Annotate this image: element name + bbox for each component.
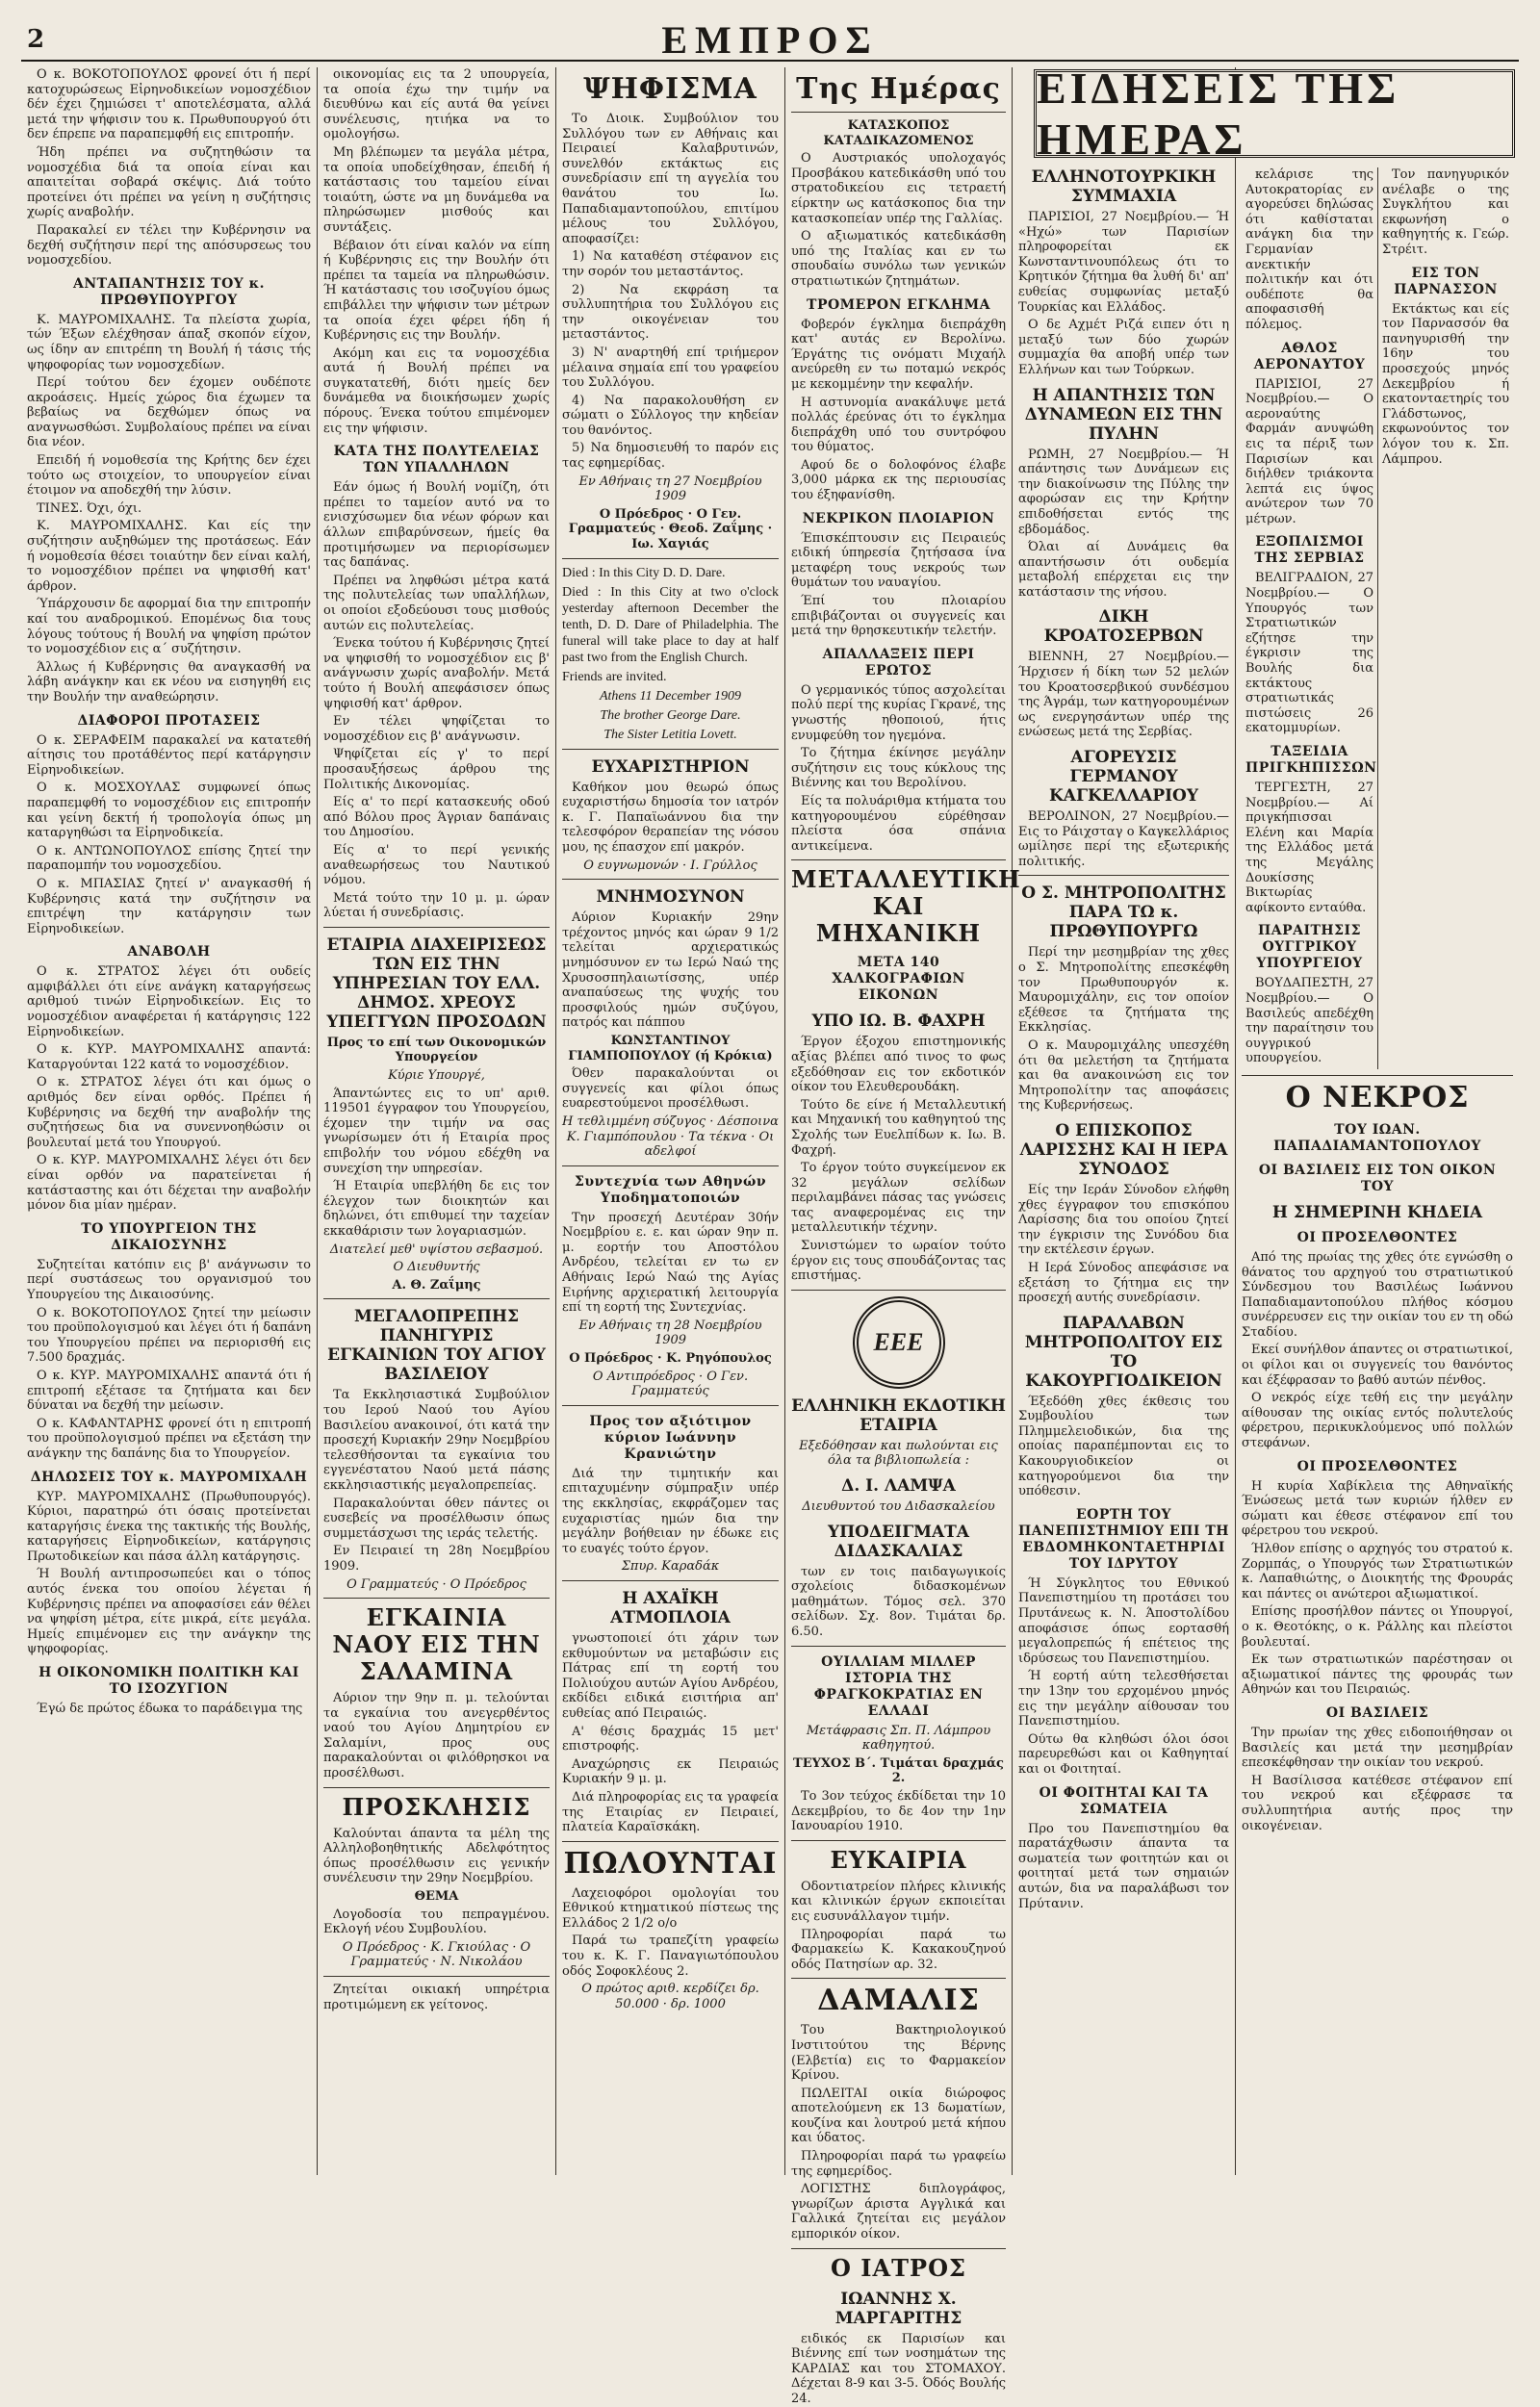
column-5 [1013, 67, 1236, 2175]
paragraph: Κ. ΜΑΥΡΟΜΙΧΑΛΗΣ. Και είς την συζήτησιν αυξηθώμεν της προτάσεως. Εάν ή νομοθεσία θέσει τοιαύτην δεν είναι καλή, το νομοσχέδιον πρέπει να ψηφισθή κατ' άρθρον. [27, 519, 311, 594]
iatros-name: ΙΩΑΝΝΗΣ Χ. ΜΑΡΓΑΡΙΤΗΣ [834, 2289, 962, 2328]
heading-serbias: ΕΞΟΠΛΙΣΜΟΙ ΤΗΣ ΣΕΡΒΙΑΣ [1254, 534, 1365, 567]
newspaper-title: ΕΜΠΡΟΣ [661, 18, 879, 62]
paragraph: Ψηφίζεται είς γ' το περί προσαυξήσεως άρθρου της Πολιτικής Δικονομίας. [323, 747, 550, 792]
divider [791, 859, 1006, 860]
paragraph: ΚΩΝΣΤΑΝΤΙΝΟΥ ΓΙΑΜΠΟΠΟΥΛΟΥ (ή Κρόκια) [568, 1033, 773, 1063]
divider [562, 1580, 779, 1581]
signature: Ο ευγνωμονών · Ι. Γρύλλος [583, 858, 757, 873]
paragraph: γνωστοποιεί ότι χάριν των εκθυμούντων να μεταβώσιν εις Πάτρας επί τη εορτή του Πολιούχου αυτών Αγίου Ανδρέου, εκδίδει ειδικά εισιτήρια απ' ευθείας από Πειραιώς. [562, 1630, 779, 1721]
paragraph: ΠΑΡΙΣΙΟΙ, 27 Νοεμβρίου.— Ή «Ηχώ» των Παρισίων πληροφορείται εκ Κωνσταντινουπόλεως ότι το Κρητικόν ζήτημα θα λυθή δι' απ' ευθείας συμφωνίας μεταξύ Τουρκίας και Ελλάδος. [1018, 210, 1229, 315]
divider [791, 1290, 1006, 1291]
paragraph: Η κυρία Χαβίκλεια της Αθηναϊκής Ένώσεως μετά των κυριών ήλθεν εν σώματι και έθεσε στέφανον επί του φέρετρου του νεκρού. [1242, 1478, 1513, 1539]
paragraph: ΒΕΡΟΛΙΝΟΝ, 27 Νοεμβρίου.— Εις το Ράιχσταγ ο Καγκελλάριος ωμίλησε περί της εξωτερικής πολιτικής. [1018, 809, 1229, 869]
paragraph: Ακόμη και εις τα νομοσχέδια αυτά ή Βουλή πρέπει να συγκατατεθή, διότι ημείς δεν δυνάμεθα να διοικήσωμεν χωρίς πόρους. Ένεκα τούτου επιμένομεν εις την ψήφισιν. [323, 346, 550, 436]
signature: Ο Γραμματεύς · Ο Πρόεδρος [346, 1576, 526, 1592]
paragraph: Την προσεχή Δευτέραν 30ήν Νοεμβρίου ε. ε. και ώραν 9ην π. μ. εορτήν του Αποστόλου Ανδρέου, τελείται εν τω εν Αθήναις Ιερώ Ναώ της Αγίας Ειρήνης αρχιερατική λειτουργία επί τη εορτή της Συντεχνίας. [562, 1210, 779, 1316]
column-1 [21, 67, 318, 2175]
paragraph: Παρακαλούνται όθεν πάντες οι ευσεβείς να προσέλθωσιν όπως συμμετάσχωσι της ιεράς τελετής. [323, 1496, 550, 1541]
paragraph: Ύπάρχουσιν δε αφορμαί δια την επιτροπήν καί του αναδρομικού. Επομένως δια τους λόγους τούτους ή Βουλή να ψηφίση πρώτον το νομοσχέδιον εις α΄ συζήτησιν. [27, 597, 311, 657]
heading-egkainia: ΕΓΚΑΙΝΙΑ ΝΑΟΥ ΕΙΣ ΤΗΝ ΣΑΛΑΜΙΝΑ [332, 1603, 541, 1686]
heading-taxidia: ΤΑΞΕΙΔΙΑ ΠΡΙΓΚΗΠΙΣΣΩΝ [1245, 744, 1377, 776]
masthead [21, 13, 1519, 62]
column-2 [318, 67, 556, 2175]
paragraph: Α' θέσις δραχμάς 15 μετ' επιστροφής. [562, 1724, 779, 1754]
paragraph: Η αστυνομία ανακάλυψε μετά πολλάς έρεύνας ότι το έγκλημα διεπράχθη υπό του συντρόφου του θύματος. [791, 395, 1006, 455]
paragraph: Το 3ον τεύχος έκδίδεται την 10 Δεκεμβρίου, το δε 4ον την 1ην Ιανουαρίου 1910. [791, 1788, 1006, 1834]
divider [791, 112, 1006, 113]
paragraph: 3) Ν' αναρτηθή επί τριήμερον μέλαινα σημαία επί του γραφείου του Συλλόγου. [562, 345, 779, 391]
heading-nekros: Ο ΝΕΚΡΟΣ [1285, 1080, 1470, 1114]
paragraph: Ο κ. ΚΑΦΑΝΤΑΡΗΣ φρονεί ότι η επιτροπή του προϋπολογισμού πρέπει να εξετάση την ανάγκην της δαπάνης δια το Υπουργείον. [27, 1416, 311, 1461]
paragraph: Άλλως ή Κυβέρνησις θα αναγκασθή να λάβη ανάγκην και εκ νέου να εισηγηθή εις την Βουλήν την αναθεώρησιν. [27, 659, 311, 704]
paragraph: Έπί του πλοιαρίου επιβιβάζονται οι συγγενείς και μετά την θρησκευτικήν τελετήν. [791, 594, 1006, 639]
heading-antapantisis: ΑΝΤΑΠΑΝΤΗΣΙΣ ΤΟΥ κ. ΠΡΩΘΥΠΟΥΡΓΟΥ [72, 275, 266, 308]
paragraph: ΒΕΛΙΓΡΑΔΙΟΝ, 27 Νοεμβρίου.— Ο Υπουργός των Στρατιωτικών εζήτησε την έγκρισιν της Βουλής δια εκτάκτους στρατιωτικάς πιστώσεις 26 εκατομμυρίων. [1245, 571, 1373, 736]
paragraph: 1) Να καταθέση στέφανον εις την σορόν του μεταστάντος. [562, 249, 779, 279]
heading-proselthontes: ΟΙ ΠΡΟΣΕΛΘΟΝΤΕΣ [1296, 1229, 1458, 1245]
english-notice: Died : In this City D. D. Dare. [562, 565, 726, 580]
paragraph: ΡΩΜΗ, 27 Νοεμβρίου.— Ή απάντησις των Δυνάμεων εις την διακοίνωσιν της Πύλης την αφορώσαν εις την Κρήτην επιδοθήσεται εντός της εβδομάδος. [1018, 447, 1229, 537]
paragraph: 4) Να παρακολουθήση εν σώματι ο Σύλλογος την κηδείαν του θανόντος. [562, 393, 779, 438]
paragraph: Συνιστώμεν το ωραίον τούτο έργον εις τους σπουδάζοντας τας επιστήμας. [791, 1239, 1006, 1284]
divider [323, 1298, 550, 1299]
english-notice: Friends are invited. [562, 669, 667, 684]
heading-paraitisis: ΠΑΡΑΙΤΗΣΙΣ ΟΥΓΓΡΙΚΟΥ ΥΠΟΥΡΓΕΙΟΥ [1256, 923, 1363, 972]
paragraph: Ο κ. ΒΟΚΟΤΟΠΟΥΛΟΣ ζητεί την μείωσιν του προϋπολογισμού και λέγει ότι ή δαπάνη του Υπουργείου πρέπει να περιορισθή εις 7.500 δραχμάς. [27, 1305, 311, 1366]
paragraph: Ο κ. ΣΤΡΑΤΟΣ λέγει ότι ουδείς αμφιβάλλει ότι είνε ανάγκη καταργήσεως αριθμού τινών Εἰρηνοδικείων. Εις το νομοσχέδιον αναφέρεται ή κατάργησις 122 Εἰρηνοδικείων. [27, 964, 311, 1039]
signature: Ο Αντιπρόεδρος · Ο Γεν. Γραμματεύς [592, 1369, 749, 1399]
divider [791, 1978, 1006, 1979]
paragraph: Ο κ. ΑΝΤΩΝΟΠΟΥΛΟΣ επίσης ζητεί την παραπομπήν του νομοσχεδίου. [27, 843, 311, 874]
paragraph: Ήλθον επίσης ο αρχηγός του στρατού κ. Ζορμπάς, ο Υπουργός των Στρατιωτικών κ. Λαπαθιώτης, ο Διοικητής της Φρουράς και πάντες οι ανώτεροι αξιωματικοί. [1242, 1542, 1513, 1601]
paragraph: Προ του Πανεπιστημίου θα παρατάχθωσιν άπαντα τα σωματεία των φοιτητών και οι φοιτηταί μετά των σημαιών αυτών, δια να παραλάβωσι τον Πρύτανιν. [1018, 1821, 1229, 1911]
paragraph: Οδοντιατρείον πλήρες κλινικής και κλινικών έργων εκποιείται εις ευσυνάλλαγον τιμήν. [791, 1879, 1006, 1924]
divider [323, 1976, 550, 1977]
paragraph: Τούτο δε είνε ή Μεταλλευτική και Μηχανική του καθηγητού της Σχολής των Ευελπίδων κ. Ιω. Β. Φαχρή. [791, 1097, 1006, 1158]
divider [562, 1405, 779, 1406]
paragraph: Επειδή ή νομοθεσία της Κρήτης δεν έχει τούτο ως στοιχείον, το υπουργείον είναι έτοιμον να αποδεχθή την λύσιν. [27, 453, 311, 499]
paragraph: Περί την μεσημβρίαν της χθες ο Σ. Μητροπολίτης επεσκέφθη τον Πρωθυπουργόν κ. Μαυρομιχάλην, εις τον οποίον εξέθεσε τα ζητήματα της Εκκλησίας. [1018, 945, 1229, 1036]
paragraph: Ούτω θα κληθώσι όλοι όσοι παρευρεθώσι και οι Καθηγηταί και οι Φοιτηταί. [1018, 1731, 1229, 1777]
page-number: 2 [27, 25, 45, 54]
paragraph: Ο κ. Μαυρομιχάλης υπεσχέθη ότι θα μελετήση τα ζητήματα και θα ανακοινώση εις τον Μητροπολίτην τας αποφάσεις της Κυβερνήσεως. [1018, 1037, 1229, 1114]
divider [323, 927, 550, 928]
heading-kroatoserbon: ΔΙΚΗ ΚΡΟΑΤΟΣΕΡΒΩΝ [1043, 607, 1204, 647]
heading-eorti: ΕΟΡΤΗ ΤΟΥ ΠΑΝΕΠΙΣΤΗΜΙΟΥ ΕΠΙ ΤΗ ΕΒΔΟΜΗΚΟΝΤΑΕΤΗΡΙΔΙ ΤΟΥ ΙΔΡΥΤΟΥ [1018, 1506, 1229, 1572]
paragraph: Ο Αυστριακός υπολοχαγός Προσβάκου κατεδικάσθη υπό του στρατοδικείου εις τετραετή είρκτην ως κατάσκοπος δια την κατασκοπείαν υπέρ της Γαλλίας. [791, 151, 1006, 226]
etaireia-to: Προς το επί των Οικονομικών Υπουργείον [326, 1035, 547, 1065]
paragraph: Τα Εκκλησιαστικά Συμβούλιον του Ιερού Ναού του Αγίου Βασιλείου ανακοινοί, ότι κατά την προσεχή Κυριακήν 29ην Νοεμβρίου τελεσθήσονται τα εγκαίνια του εγγενέστατου Ναού μετά πάσης εκκλησιαστικής μεγαλοπρεπείας. [323, 1388, 550, 1493]
paragraph: Ή Εταιρία υπεβλήθη δε εις τον έλεγχον των διοικητών και δηλώνει, ότι επιθυμεί την ταχείαν εκκαθάρισιν των λογαριασμών. [323, 1179, 550, 1239]
heading-eglima: ΤΡΟΜΕΡΟΝ ΕΓΚΛΗΜΑ [807, 296, 990, 313]
paragraph: Εν Αθήναις τη 27 Νοεμβρίου 1909 [578, 474, 762, 504]
heading-parnasson: ΕΙΣ ΤΟΝ ΠΑΡΝΑΣΣΟΝ [1394, 265, 1498, 297]
paragraph: Έξεδόθη χθες έκθεσις του Συμβουλίου των Πλημμελειοδικών, δια της οποίας παραπέμπονται εις το Κακουργιοδικείον οι κατηγορούμενοι δια την υπόθεσιν. [1018, 1394, 1229, 1499]
english-notice: The brother George Dare. [600, 707, 741, 723]
paragraph: Αναχώρησις εκ Πειραιώς Κυριακήν 9 μ. μ. [562, 1756, 779, 1787]
paragraph: των εν τοις παιδαγωγικοίς σχολείοις διδασκομένων μαθημάτων. Τόμος σελ. 370 σελίδων. Σχ. 8ον. Τιμάται δρ. 6.50. [791, 1564, 1006, 1639]
paragraph: Ή Σύγκλητος του Εθνικού Πανεπιστημίου τη προτάσει του Πρυτάνεως κ. Ν. Άποστολίδου αποφάσισε όπως εορτασθή μεγαλοπρεπώς ή επέτειος της ιδρύσεως του Πανεπιστημίου. [1018, 1575, 1229, 1666]
heading-eykairia: ΕΥΚΑΙΡΙΑ [830, 1845, 967, 1874]
paragraph: Είς α' το περί κατασκευής οδού από Βόλου προς Άγριαν δαπάναις του Δημοσίου. [323, 795, 550, 840]
paragraph: Εν τέλει ψηφίζεται το νομοσχέδιον εις β' ανάγνωσιν. [323, 714, 550, 744]
heading-diafoloi: ΔΙΑΦΟΡΟΙ ΠΡΟΤΑΣΕΙΣ [77, 712, 261, 729]
paragraph: Έπισκέπτουσιν εις Πειραιεύς ειδική ύπηρεσία ζητήσασα ίνα μεταφέρη τους νεκρούς των θυμάτων του ναυαγίου. [791, 530, 1006, 591]
paragraph: Εν Αθήναις τη 28 Νοεμβρίου 1909 [578, 1318, 762, 1348]
prosklisis-thema: ΘΕΜΑ [414, 1889, 459, 1905]
paragraph: Έργον έξοχου επιστημονικής αξίας βλέπει από τινος το φως εξεδόθησαν εις τον εκδοτικόν οίκον του Ελευθερουδάκη. [791, 1035, 1006, 1095]
heading-proselthontes-2: ΟΙ ΠΡΟΣΕΛΘΟΝΤΕΣ [1296, 1458, 1458, 1474]
paragraph: Έγώ δε πρώτος έδωκα το παράδειγμα της [37, 1702, 303, 1717]
paragraph: Ο κ. ΒΟΚΟΤΟΠΟΥΛΟΣ φρονεί ότι ή περί κατοχυρώσεως Εἰρηνοδικείων νομοσχέδιον δέν έχει ζημιώσει τ' αποτελέσματα, αλλά μετά την ψήφισιν του κ. Πρωθυπουργού ότι δεν έπρεπε να παραπεμφθή εις επιτροπήν. [27, 67, 311, 142]
heading-atmoploia: Η ΑΧΑΪΚΗ ΑΤΜΟΠΛΟΙΑ [610, 1588, 731, 1627]
paragraph: Αφού δε ο δολοφόνος έλαβε 3,000 μάρκα εκ της περιουσίας του έξηφανίσθη. [791, 457, 1006, 503]
paragraph: Ο κ. ΚΥΡ. ΜΑΥΡΟΜΙΧΑΛΗΣ λέγει ότι δεν είναι ορθόν να παρατείνεται ή κατάσταστης και ότι δέχεται την αναβολήν μόνον δια μίαν ημέραν. [27, 1153, 311, 1214]
paragraph: Του Βακτηριολογικού Ινστιτούτου της Βέρνης (Ελβετία) εις το Φαρμακείον Κρίνου. [791, 2023, 1006, 2084]
paragraph: Επίσης προσήλθον πάντες οι Υπουργοί, ο κ. Θεοτόκης, ο κ. Ράλλης και πλείστοι βουλευταί. [1242, 1604, 1513, 1650]
paragraph: Ο κ. ΚΥΡ. ΜΑΥΡΟΜΙΧΑΛΗΣ απαντά ότι ή επιτροπή εξέτασε τα ζητήματα και δεν δύναται να δεχθή την μείωσιν. [27, 1368, 311, 1414]
paragraph: Περί τούτου δεν έχομεν ουδέποτε ακροάσεις. Ημείς χώρος δια έχωμεν τα βεβαίως να δεχθώμεν όπως να αναγνωσθώσι. Συμβολαίους πρέπει να είναι δια νέον. [27, 375, 311, 450]
paragraph: Όθεν παρακαλούνται οι συγγενείς και φίλοι όπως ευαρεστούμενοι προσέλθωσι. [562, 1066, 779, 1112]
signature: Σπυρ. Καραδάκ [621, 1559, 720, 1575]
divider [791, 2248, 1006, 2249]
paragraph: Από της πρωίας της χθες ότε εγνώσθη ο θάνατος του αρχηγού του στρατιωτικού Σύνδεσμου του Βασιλέως Ιωάννου Παπαδιαμαντοπούλου πλήθος κόσμου συνέρρευσεν εις την οικίαν του εν τη οδώ Σταδίου. [1242, 1249, 1513, 1340]
paragraph: ΤΕΡΓΕΣΤΗ, 27 Νοεμβρίου.— Αί πριγκήπισσαι Ελένη και Μαρία της Ελλάδος μετά της Μεγάλης Δουκίσσης Βικτωρίας αφίκοντο ενταύθα. [1245, 781, 1373, 915]
paragraph: ΒΙΕΝΝΗ, 27 Νοεμβρίου.— Ήρχισεν ή δίκη των 52 μελών του Κροατοσερβικού συνδέσμου της Άγράμ, των κατηγορουμένων ως ενεργησάντων υπέρ της ενώσεως μετά της Σερβίας. [1018, 650, 1229, 740]
metalleytiki-subtitle: ΜΕΤΑ 140 ΧΑΛΚΟΓΡΑΦΙΩΝ ΕΙΚΟΝΩΝ [832, 955, 965, 1004]
paragraph: Είς α' το περί γενικής αναθεωρήσεως του Ναυτικού νόμου. [323, 842, 550, 888]
paragraph: 2) Να εκφράση τα συλλυπητήρια του Συλλόγου εις την οικογένειαν του μεταστάντος. [562, 282, 779, 343]
paragraph: ΚΥΡ. ΜΑΥΡΟΜΙΧΑΛΗΣ (Πρωθυπουργός). Κύριοι, παρατηρώ ότι όσαις προτείνεται καταργήσις ένεκα της τακτικής τής Βουλής, καταργήσεις Εἰρηνοδικείων, κατάργησις Πρωτοδικείων και πάσα άλλη κατάργησις. [27, 1489, 311, 1564]
paragraph: Καλούνται άπαντα τα μέλη της Αλληλοβοηθητικής Αδελφότητος όπως προσέλθωσιν εις γενικήν συνέλευσιν την 29ην Νοεμβρίου. [323, 1826, 550, 1886]
column-6-inner [1242, 167, 1513, 1069]
paragraph: Το Διοικ. Συμβούλιον του Συλλόγου των εν Αθήναις και Πειραιεί Καλαβρυτινών, συνελθόν εκτάκτως εις συνεδρίασιν επί τη αγγελία του θανάτου του Ιω. Παπαδιαμαντοπούλου, επιτίμου μέλους του Συλλόγου, αποφασίζει: [562, 112, 779, 246]
heading-symmaxia: ΕΛΛΗΝΟΤΟΥΡΚΙΚΗ ΣΥΜΜΑΧΙΑ [1031, 167, 1217, 206]
divider [1018, 875, 1229, 876]
heading-eyxaristirion: ΕΥΧΑΡΙΣΤΗΡΙΟΝ [591, 756, 750, 777]
heading-istoria: ΟΥΙΛΛΙΑΜ ΜΙΛΛΕΡ ΙΣΤΟΡΙΑ ΤΗΣ ΦΡΑΓΚΟΚΡΑΤΙΑΣ ΕΝ ΕΛΛΑΔΙ [813, 1653, 984, 1719]
paragraph: Ο κ. ΣΤΡΑΤΟΣ λέγει ότι και όμως ο αριθμός δεν είναι ορθός. Πρέπει ή Κυβέρνησις να δεχθή την αναβολήν της συζητήσεως δια να συνεννοηθώσιν οι βουλευταί μετά του Υπουργού. [27, 1075, 311, 1150]
paragraph: Μη βλέπωμεν τα μεγάλα μέτρα, τα οποία υποδείχθησαν, έπειδή ή κατάστασις του ταμείου είναι τοιαύτη, ώστε να μη δυνάμεθα να πληρώσωμεν μισθούς και συντάξεις. [323, 144, 550, 235]
divider [562, 1165, 779, 1166]
metalleytiki-author: ΥΠΟ ΙΩ. Β. ΦΑΧΡΗ [811, 1011, 986, 1032]
paragraph: ΤΕΥΧΟΣ Β΄. Τιμάται δραχμάς 2. [793, 1755, 1004, 1786]
signature: Ο Πρόεδρος · Κ. Ρηγόπουλος [569, 1351, 772, 1367]
divider [1242, 1075, 1513, 1076]
divider [562, 558, 779, 559]
paragraph: Ή εορτή αύτη τελεσθήσεται την 13ην του ερχομένου μηνός εις την μεγάλην αίθουσαν του Πανεπιστημίου. [1018, 1669, 1229, 1729]
paragraph: Το ζήτημα έκίνησε μεγάλην συζήτησιν εις τους κύκλους της Βιέννης και του Βερολίνου. [791, 746, 1006, 791]
paragraph: Τον πανηγυρικόν ανέλαβε ο της Συγκλήτου και εκφωνήση ο καθηγητής κ. Γεώρ. Στρέιτ. [1382, 167, 1509, 257]
divider [562, 749, 779, 750]
paragraph: 5) Να δημοσιευθή το παρόν εις τας εφημερίδας. [562, 441, 779, 472]
heading-ypourgeio: ΤΟ ΥΠΟΥΡΓΕΙΟΝ ΤΗΣ ΔΙΚΑΙΟΣΥΝΗΣ [81, 1220, 257, 1253]
paragraph: Ο δε Αχμέτ Ριζά ειπεν ότι η μεταξύ των δύο χωρών συμμαχία θα αποβή υπέρ των Ελλήνων και των Τούρκων. [1018, 318, 1229, 377]
paragraph: Εν Πειραιεί τη 28η Νοεμβρίου 1909. [323, 1544, 550, 1574]
paragraph: Ο κ. ΜΟΣΧΟΥΛΑΣ συμφωνεί όπως παραπεμφθή το νομοσχέδιον εις επιτροπήν και γείνη δεκτή ή τροπολογία όπως μη καταργηθώσι τα Εἰρηνοδικεία. [27, 781, 311, 841]
heading-ypodeigmata: ΥΠΟΔΕΙΓΜΑΤΑ ΔΙΔΑΣΚΑΛΙΑΣ [827, 1522, 969, 1561]
heading-eea: ΕΛΛΗΝΙΚΗ ΕΚΔΟΤΙΚΗ ΕΤΑΙΡΙΑ [791, 1396, 1006, 1435]
heading-foitites: ΟΙ ΦΟΙΤΗΤΑΙ ΚΑΙ ΤΑ ΣΩΜΑΤΕΙΑ [1039, 1784, 1209, 1817]
divider [562, 1841, 779, 1842]
column-6-right [1377, 167, 1513, 1069]
heading-dilosis: ΔΗΛΩΣΕΙΣ ΤΟΥ κ. ΜΑΥΡΟΜΙΧΑΛΗ [30, 1469, 308, 1485]
paragraph: Ο κ. ΜΠΑΣΙΑΣ ζητεί ν' αναγκασθή ή Κυβέρνησις κατά την συζήτησιν να επιτρέψη την κατάργησιν των Εἰρηνοδικείων. [27, 876, 311, 936]
signature: Ο Πρόεδρος · Κ. Γκιούλας · Ο Γραμματεύς · Ν. Νικολάου [342, 1939, 531, 1970]
heading-etaireia: ΕΤΑΙΡΙΑ ΔΙΑΧΕΙΡΙΣΕΩΣ ΤΩΝ ΕΙΣ ΤΗΝ ΥΠΗΡΕΣΙΑΝ ΤΟΥ ΕΛΛ. ΔΗΜΟΣ. ΧΡΕΟΥΣ ΥΠΕΓΓΥΩΝ ΠΡΟΣΟΔΩΝ [326, 935, 547, 1032]
divider [791, 1840, 1006, 1841]
eea-author: Δ. Ι. ΛΑΜΨΑ [841, 1476, 956, 1497]
column-4 [785, 67, 1021, 2406]
paragraph: Διά την τιμητικήν και επιταχυμένην σύμπραξιν υπέρ της εκκλησίας, εκφράζομεν τας ευχαριστίας ημών δια την μεγάλην βοήθειαν ην έδωκε εις το ευαγές τούτο έργον. [562, 1466, 779, 1556]
heading-eroti: ΑΠΑΛΛΑΞΕΙΣ ΠΕΡΙ ΕΡΩΤΟΣ [822, 646, 975, 679]
eea-author-subtitle: Διευθυντού του Διδασκαλείου [802, 1499, 995, 1515]
heading-anavoli: ΑΝΑΒΟΛΗ [127, 944, 211, 960]
paragraph: ΠΑΡΙΣΙΟΙ, 27 Νοεμβρίου.— Ο αεροναύτης Φαρμάν ανυψώθη εις τα πέριξ των Παρισίων και διήλθεν τριάκοντα λεπτά εις ύψος ανώτερον των 70 μέτρων. [1245, 376, 1373, 526]
signature: Η τεθλιμμένη σύζυγος · Δέσποινα Κ. Γιαμπόπουλου · Τα τέκνα · Οι αδελφοί [562, 1114, 779, 1160]
heading-apantisis: Η ΑΠΑΝΤΗΣΙΣ ΤΩΝ ΔΥΝΑΜΕΩΝ ΕΙΣ ΤΗΝ ΠΥΛΗΝ [1024, 385, 1223, 444]
paragraph: Εκτάκτως και είς τον Παρνασσόν θα πανηγυρισθή την 16ην του προσεχούς μηνός Δεκεμβρίου ή εκατονταετηρίς του Γλάδστωνος, εκφωνούντος τον λόγον του κ. Σπ. Λάμπρου. [1382, 301, 1509, 467]
divider [323, 1787, 550, 1788]
heading-pros-ton: Προς τον αξιότιμον κύριον Ιωάννην Κρανιώτην [589, 1413, 752, 1462]
nekros-subtitle: ΤΟΥ ΙΩΑΝ. ΠΑΠΑΔΙΑΜΑΝΤΟΠΟΥΛΟΥ [1273, 1121, 1481, 1154]
heading-paralabi: ΠΑΡΑΛΑΒΩΝ ΜΗΤΡΟΠΟΛΙΤΟΥ ΕΙΣ ΤΟ ΚΑΚΟΥΡΓΙΟΔΙΚΕΙΟΝ [1024, 1313, 1223, 1391]
paragraph: Άπαντώντες εις το υπ' αριθ. 119501 έγγραφον του Υπουργείου, έχομεν την τιμήν να σας γνωρίσωμεν ότι ή Εταιρία προς επιβολήν του νόμου εδέχθη να συνεχίση την υπηρεσίαν. [323, 1086, 550, 1176]
paragraph: Εξεδόθησαν και πωλούνται εις όλα τα βιβλιοπωλεία : [799, 1438, 998, 1469]
paragraph: Κ. ΜΑΥΡΟΜΙΧΑΛΗΣ. Τα πλείστα χωρία, τών Έξων ελέχθησαν άπαξ σκοπόν είχον, ως ίδην αν επιτρέπη τη Βουλή ή τάσις τής ψηφοφορίας των νομοσχεδίων. [27, 312, 311, 372]
paragraph: Φοβερόν έγκλημα διεπράχθη κατ' αυτάς εν Βερολίνω. Έργάτης τις ονόματι Μιχαήλ ανεύρεθη εν τω ποταμώ νεκρός με κεκομμένην την κεφαλήν. [791, 317, 1006, 392]
paragraph: Ο κ. ΚΥΡ. ΜΑΥΡΟΜΙΧΑΛΗΣ απαντά: Καταργούνται 122 κατά το νομοσχέδιον. [27, 1042, 311, 1072]
heading-panigyris: ΜΕΓΑΛΟΠΡΕΠΗΣ ΠΑΝΗΓΥΡΙΣ ΕΓΚΑΙΝΙΩΝ ΤΟΥ ΑΓΙΟΥ ΒΑΣΙΛΕΙΟΥ [327, 1307, 546, 1385]
paragraph: Εκ των στρατιωτικών παρέστησαν οι αξιωματικοί πάντες της φρουράς των Αθηνών και του Πειραιώς. [1242, 1652, 1513, 1698]
paragraph: Καθήκον μου θεωρώ όπως ευχαριστήσω δημοσία τον ιατρόν κ. Γ. Παπαϊωάννου δια την τελεσφόρον θεραπείαν της νόσου μου, ης έπασχον επί μακρόν. [562, 780, 779, 855]
column-3 [556, 67, 785, 2175]
heading-iatros: Ο ΙΑΤΡΟΣ [831, 2253, 966, 2282]
divider [791, 1646, 1006, 1647]
paragraph: Εάν όμως ή Βουλή νομίζη, ότι πρέπει το ταμείον αυτό να το ενισχύσωμεν δια νέων φόρων και άλλων επιβαρύνσεων, ήμείς θα προτιμήσωμεν να περιορίσωμεν τας δαπάνας. [323, 480, 550, 571]
paragraph: ΠΩΛΕΙΤΑΙ οικία διώροφος αποτελούμενη εκ 13 δωματίων, κουζίνα και λουτρού μετά κήπου και ύδατος. [791, 2086, 1006, 2146]
heading-psifisma: ΨΗΦΙΣΜΑ [583, 72, 757, 106]
heading-ploiarion: ΝΕΚΡΙΚΟΝ ΠΛΟΙΑΡΙΟΝ [802, 510, 995, 526]
paragraph: Διατελεί μεθ' υψίστου σεβασμού. [329, 1242, 544, 1257]
paragraph: Ένεκα τούτου ή Κυβέρνησις ζητεί να ψηφισθή το νομοσχέδιον εις β' ανάγνωσιν χωρίς αναβολήν. Μετά τούτο ή Βουλή απεφάσισεν όπως ψηφισθή κατ' άρθρον. [323, 636, 550, 711]
paragraph: Μετάφρασις Σπ. Π. Λάμπρου καθηγητού. [806, 1723, 991, 1754]
heading-mitropolitis: Ο Σ. ΜΗΤΡΟΠΟΛΙΤΗΣ ΠΑΡΑ ΤΩ κ. ΠΡΩΘΥΠΟΥΡΓΩ [1021, 883, 1226, 942]
paragraph: Πρέπει να ληφθώσι μέτρα κατά της πολυτελείας των υπαλλήλων, οι οποίοι εξοδεύουσι τους μισθούς αυτών εις πολυτελείας. [323, 573, 550, 633]
signature: Α. Θ. Ζαΐμης [392, 1277, 481, 1293]
heading-mnimosynon: ΜΝΗΜΟΣΥΝΟΝ [596, 887, 745, 908]
paragraph: ειδικός εκ Παρισίων και Βιέννης επί των νοσημάτων της ΚΑΡΔΙΑΣ και του ΣΤΟΜΑΧΟΥ. Δέχεται 8-9 και 3-5. Όδός Βουλής 24. [791, 2331, 1006, 2406]
paragraph: Πληροφορίαι παρά τω Φαρμακείω Κ. Κακακουζηνού οδός Πατησίων αρ. 32. [791, 1927, 1006, 1972]
publisher-logo-icon: ΕΕΕ [853, 1296, 945, 1389]
paragraph: Ο νεκρός είχε τεθή εις την μεγάλην αίθουσαν της οικίας εντός πολυτελούς φέρετρου, περικυκλούμενος υπό πολλών στεφάνων. [1242, 1391, 1513, 1451]
signature: Ο Διευθυντής [393, 1260, 480, 1275]
heading-politeia: ΚΑΤΑ ΤΗΣ ΠΟΛΥΤΕΛΕΙΑΣ ΤΩΝ ΥΠΑΛΛΗΛΩΝ [333, 444, 540, 476]
paragraph: Ζητείται οικιακή υπηρέτρια προτιμώμενη εκ γείτονος. [323, 1983, 550, 2012]
paragraph: Το έργον τούτο συγκείμενον εκ 32 μεγάλων σελίδων περιλαμβάνει πάσας τας γνώσεις τας αναφερομένας εις την μεταλλευτικήν τέχνην. [791, 1161, 1006, 1236]
column-6-left [1242, 167, 1377, 1069]
divider [562, 879, 779, 880]
heading-vasileis: ΟΙ ΒΑΣΙΛΕΙΣ ΕΙΣ ΤΟΝ ΟΙΚΟΝ ΤΟΥ [1258, 1162, 1497, 1194]
paragraph: Είς τα πολυάριθμα κτήματα του κατηγορουμένου εύρέθησαν πλείστα όσα σπάνια αντικείμενα. [791, 793, 1006, 854]
paragraph: Παρά τω τραπεζίτη γραφείω του κ. Κ. Γ. Παναγιωτόπουλου οδός Σοφοκλέους 2. [562, 1933, 779, 1979]
heading-tis-imeras: Της Ημέρας [796, 72, 1001, 106]
paragraph: Όλαι αί Δυνάμεις θα απαντήσωσιν ότι ουδεμία μεταβολή επέρχεται εις την κατάστασιν της νήσου. [1018, 540, 1229, 600]
heading-damalis: ΔΑΜΑΛΙΣ [817, 1984, 980, 2018]
paragraph: Παρακαλεί εν τέλει την Κυβέρνησιν να δεχθή συζήτησιν περί της απόσυρσεως του νομοσχεδίου. [27, 222, 311, 269]
signature: Ο Πρόεδρος · Ο Γεν. Γραμματεύς · Θεοδ. Ζαΐμης · Ιω. Χαγιάς [568, 506, 773, 552]
paragraph: Αύριον Κυριακήν 29ην τρέχοντος μηνός και ώραν 9 1/2 τελείται αρχιερατικώς μνημόσυνον εν τω Ιερώ Ναώ της Χρυσοσπηλαιωτίσσης, υπέρ αναπαύσεως της ψυχής του προσφιλούς ημών συζύγου, πατρός και πάππου [562, 910, 779, 1031]
news-banner: ΕΙΔΗΣΕΙΣ ΤΗΣ ΗΜΕΡΑΣ [1034, 69, 1515, 158]
heading-politiki: Η ΟΙΚΟΝΟΜΙΚΗ ΠΟΛΙΤΙΚΗ ΚΑΙ ΤΟ ΙΣΟΖΥΓΙΟΝ [38, 1665, 299, 1698]
paragraph: κελάρισε της Αυτοκρατορίας εν αγορεύσει δηλώσας ότι καθίσταται ανάγκη δια την Γερμανίαν ανεκτικήν πολιτικήν και ότι ουδέποτε θα αποφασισθή πόλεμος. [1245, 167, 1373, 332]
english-notice: Died : In this City at two o'clock yesterday afternoon December the tenth, D. D. Dare of Philadelphia. The funeral will take place to day at half past two from the English Church. [562, 584, 779, 665]
paragraph: Βέβαιον ότι είναι καλόν να είπη ή Κυβέρνησις εις την Βουλήν ότι πρέπει τα ταμεία να πληρωθώσιν. Ή κατάστασις του ισοζυγίου όμως επιβάλλει την ψήφισιν των μέτρων τα οποία έχει φέρει ήδη ή Κυβέρνησις εις την Βουλήν. [323, 238, 550, 344]
paragraph: ΒΟΥΔΑΠΕΣΤΗ, 27 Νοεμβρίου.— Ο Βασιλεύς απεδέχθη την παραίτησιν του ουγγρικού υπουργείου. [1245, 976, 1373, 1066]
paragraph: Μετά τούτο την 10 μ. μ. ώραν λύεται ή συνεδρίασις. [323, 890, 550, 921]
paragraph: Ο πρώτος αριθ. κερδίζει δρ. 50.000 · δρ. 1000 [581, 1982, 759, 2011]
paragraph: Εκεί συνήλθον άπαντες οι στρατιωτικοί, οι φίλοι και οι συγγενείς του θανόντος και έξέφρασαν το βαθύ αυτών πένθος. [1242, 1343, 1513, 1388]
heading-agorefsis: ΑΓΟΡΕΥΣΙΣ ΓΕΡΜΑΝΟΥ ΚΑΓΚΕΛΛΑΡΙΟΥ [1048, 748, 1199, 807]
divider [323, 1598, 550, 1599]
heading-larisis: Ο ΕΠΙΣΚΟΠΟΣ ΛΑΡΙΣΣΗΣ ΚΑΙ Η ΙΕΡΑ ΣΥΝΟΔΟΣ [1019, 1120, 1228, 1179]
paragraph: Ήδη πρέπει να συζητηθώσιν τα νομοσχέδια διά τα οποία είναι και απαιτείται σοβαρά σκέψις. Διά τούτο προτείνει ότι πρέπει να γείνη η συζήτησις χωρίς αναβολήν. [27, 144, 311, 220]
heading-synteleia: Συντεχνία των Αθηνών Υποδηματοποιών [574, 1173, 767, 1206]
paragraph: Η Ιερά Σύνοδος απεφάσισε να εξετάση το ζήτημα εις την προσεχή αυτής συνεδρίασιν. [1018, 1260, 1229, 1306]
column-6 [1236, 67, 1519, 2175]
paragraph: ΤΙΝΕΣ. Όχι, όχι. [37, 500, 142, 516]
paragraph: Ο αξιωματικός κατεδικάσθη υπό της Ιταλίας και εν τω σπουδαίω συνόλω των γενικών στρατιωτικών ζητημάτων. [791, 229, 1006, 289]
paragraph: Πληροφορίαι παρά τω γραφείω της εφημερίδος. [791, 2149, 1006, 2179]
paragraph: οικονομίας εις τα 2 υπουργεία, τα οποία έχω την τιμήν να διευθύνω και είς αυτά θα γείνει συνέλευσις, ητιήκα να το ομολογήσω. [323, 67, 550, 142]
paragraph: Ο γερμανικός τύπος ασχολείται πολύ περί της κυρίας Γκρανέ, της γνωστής ηθοποιού, ήτις ενυμφεύθη τον ηγεμόνα. [791, 682, 1006, 743]
heading-aeronaytis: ΑΘΛΟΣ ΑΕΡΟΝΑΥΤΟΥ [1253, 340, 1366, 372]
paragraph: Ή Βουλή αντιπροσωπεύει και ο τόπος αυτός ένεκα του οποίου λέγεται ή Κυβέρνησις πρέπει να αποφασίσει εάν θέλει να ψηφίση μέτρα, είτε μικρά, είτε μεγάλα. Ημείς επιμένομεν εις την ανάγκην της ψηφοφορίας. [27, 1567, 311, 1657]
paragraph: Λαχειοφόροι ομολογίαι του Εθνικού κτηματικού πίστεως της Ελλάδος 2 1/2 ο/ο [562, 1885, 779, 1931]
heading-kideia: Η ΣΗΜΕΡΙΝΗ ΚΗΔΕΙΑ [1271, 1202, 1483, 1222]
heading-metalleytiki: ΜΕΤΑΛΛΕΥΤΙΚΗ ΚΑΙ ΜΗΧΑΝΙΚΗ [791, 865, 1021, 948]
paragraph: Είς την Ιεράν Σύνοδον ελήφθη χθες έγγραφον του επισκόπου Λαρίσσης δια του οποίου ζητεί την έγκρισιν της Συνόδου δια την εκτέλεσιν έργων. [1018, 1182, 1229, 1258]
paragraph: Λογοδοσία του πεπραγμένου. Εκλογή νέου Συμβουλίου. [323, 1907, 550, 1937]
paragraph: ΚΑΤΑΣΚΟΠΟΣ ΚΑΤΑΔΙΚΑΖΟΜΕΝΟΣ [823, 118, 974, 148]
paragraph: Την πρωίαν της χθες ειδοποιήθησαν οι Βασιλείς και μετά την μεσημβρίαν επεσκέφθησαν την οικίαν του νεκρού. [1242, 1725, 1513, 1771]
columns [21, 67, 1519, 2406]
heading-vasileis-2: ΟΙ ΒΑΣΙΛΕΙΣ [1325, 1704, 1429, 1721]
english-notice: Athens 11 December 1909 [599, 688, 742, 704]
heading-pwlountai: ΠΩΛΟΥΝΤΑΙ [563, 1846, 778, 1881]
paragraph: Συζητείται κατόπιν εις β' ανάγνωσιν το περί συστάσεως του οργανισμού του Υπουργείου της Δικαιοσύνης. [27, 1257, 311, 1302]
paragraph: Η Βασίλισσα κατέθεσε στέφανον επί του νεκρού και εξέφρασε τα συλλυπητήρια αυτής προς την οικογένειαν. [1242, 1773, 1513, 1833]
etaireia-salutation: Κύριε Υπουργέ, [388, 1068, 485, 1084]
paragraph: ΛΟΓΙΣΤΗΣ διπλογράφος, γνωρίζων άριστα Αγγλικά και Γαλλικά ζητείται εις μεγάλον εμπορικόν οίκον. [791, 2182, 1006, 2242]
heading-prosklisis: ΠΡΟΣΚΛΗΣΙΣ [342, 1792, 531, 1821]
paragraph: Διά πληροφορίας εις τα γραφεία της Εταιρίας εν Πειραιεί, πλατεία Καραϊσκάκη. [562, 1789, 779, 1835]
english-notice: The Sister Letitia Lovett. [603, 727, 737, 742]
paragraph: Αύριον την 9ην π. μ. τελούνται τα εγκαίνια του ανεγερθέντος ναού του Αγίου Δημητρίου εν Σαλαμίνι, προς ους παρακαλούνται οι φιλόθρησκοι να προσέλθωσι. [323, 1691, 550, 1781]
paragraph: Ο κ. ΣΕΡΑΦΕΙΜ παρακαλεί να κατατεθή αίτησις του προτάθέντος περί κατάργησιν Εἰρηνοδικείων. [27, 732, 311, 778]
